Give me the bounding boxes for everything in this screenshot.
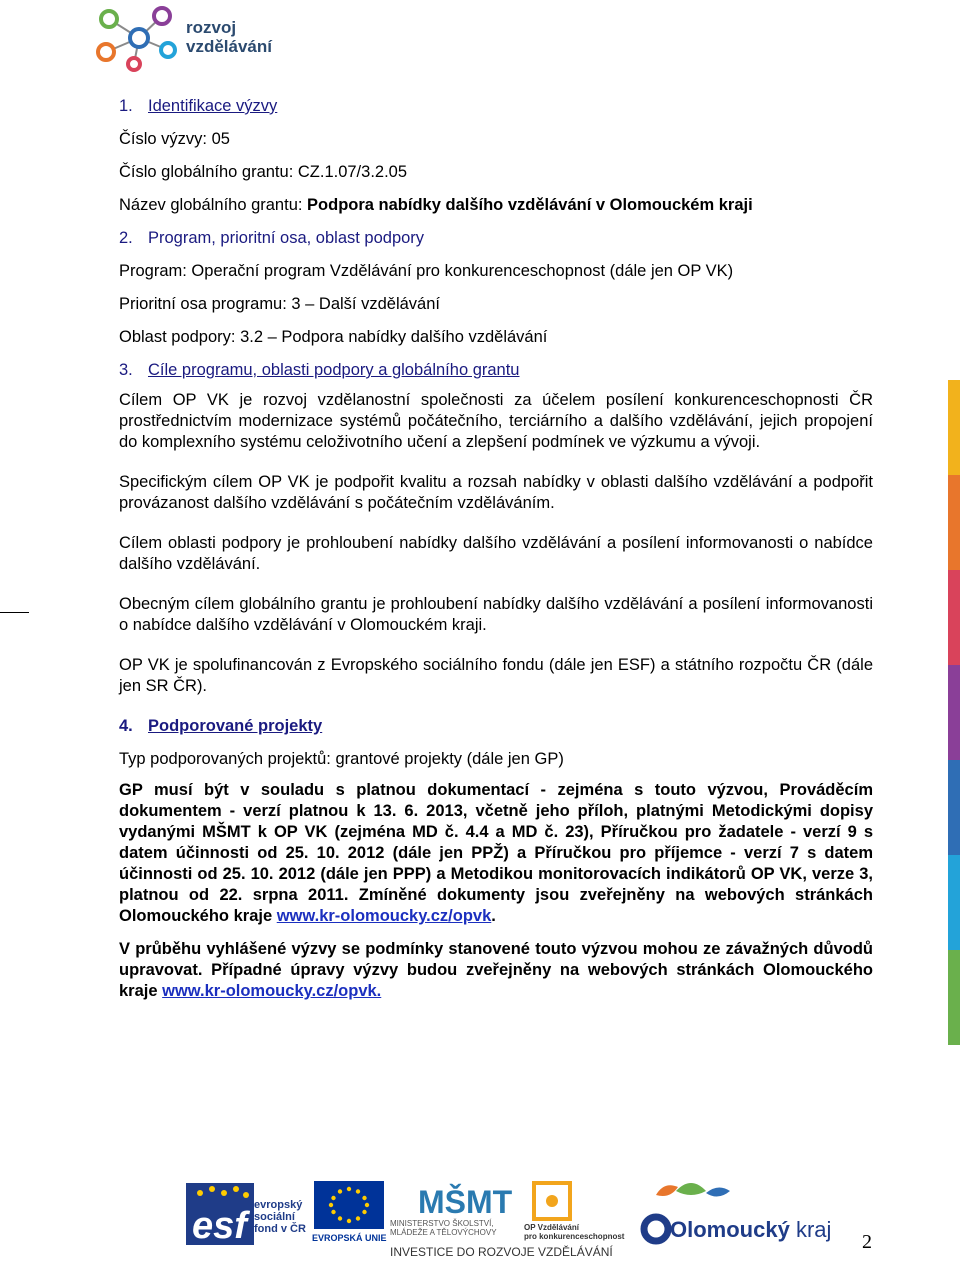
- section-title: Identifikace výzvy: [148, 97, 278, 115]
- section-number: 1.: [119, 97, 133, 115]
- opvk-text-line2: pro konkurenceschopnost: [524, 1232, 625, 1241]
- network-logo-icon: [94, 4, 184, 72]
- kr-olomoucky-link[interactable]: www.kr-olomoucky.cz/opvk.: [162, 982, 382, 1000]
- section-4-heading: [119, 716, 873, 737]
- global-grant-number-line: Číslo globálního grantu: CZ.1.07/3.2.05: [119, 163, 408, 181]
- side-bar-orange: [948, 475, 960, 570]
- esf-text-line3: fond v ČR: [254, 1223, 306, 1235]
- grant-name-value: Podpora nabídky dalšího vzdělávání v Olomouckém kraji: [307, 196, 753, 214]
- msmt-logo-icon: [418, 1184, 513, 1220]
- section-number: 3.: [119, 361, 133, 379]
- margin-mark: [0, 612, 29, 613]
- document-body: [119, 96, 873, 1002]
- side-bar-red: [948, 570, 960, 665]
- paragraph: Cílem OP VK je rozvoj vzdělanostní společnosti za účelem posílení konkurenceschopnosti ČR prostřednictvím modernizace systémů počátečního, terciárního a dalšího vzdělávání, jejich propojení do komplexního systému celoživotního učení a zlepšení podmínek ve výzkumu a vývoji.: [119, 391, 873, 451]
- section-title: Podporované projekty: [148, 717, 323, 735]
- project-type-line: Typ podporovaných projektů: grantové projekty (dále jen GP): [119, 750, 564, 768]
- svg-text:MŠMT: MŠMT: [418, 1184, 513, 1220]
- msmt-text-line1: MINISTERSTVO ŠKOLSTVÍ,: [390, 1219, 494, 1228]
- page-number: 2: [862, 1231, 872, 1253]
- opvk-logo-icon: [534, 1183, 570, 1219]
- logo-text-rozvoj: rozvoj: [186, 18, 237, 37]
- kr-olomoucky-link[interactable]: www.kr-olomoucky.cz/opvk: [276, 907, 492, 925]
- section-2-heading: [119, 228, 873, 249]
- eu-caption: EVROPSKÁ UNIE: [312, 1233, 387, 1243]
- paragraph: Cílem oblasti podpory je prohloubení nabídky dalšího vzdělávání a posílení informovanosti o nabídce dalšího vzdělávání.: [119, 534, 873, 573]
- section-3-heading: [119, 360, 873, 381]
- bold-paragraph-changes: [119, 939, 873, 1002]
- bold-paragraph-text: GP musí být v souladu s platnou dokumentací - zejména s touto výzvou, Prováděcím dokumentem - verzí platnou k 13. 6. 2013, včetně jeho příloh, platnými Metodickými dopisy vydanými MŠMT k OP VK (zejména MD č. 4.4 a MD č. 23), Příručkou pro žadatele - verzí 9 s datem účinnosti od 25. 10. 2012 (dále jen PPŽ) a Příručkou pro příjemce - verzí 7 s datem účinnosti od 25. 10. 2012 (dále jen PPP) a Metodikou monitorovacích indikátorů OP VK, verze 3, platnou od 22. srpna 2011. Zmíněné dokumenty jsou zveřejněny na webových stránkách Olomouckého kraje: [119, 781, 873, 925]
- olomoucky-kraj: kraj: [795, 1217, 832, 1242]
- section-number: 2.: [119, 229, 133, 247]
- paragraph: Obecným cílem globálního grantu je prohloubení nabídky dalšího vzdělávání a posílení informovanosti o nabídce dalšího vzdělávání v Olomouckém kraji.: [119, 595, 873, 634]
- section-number: 4.: [119, 717, 133, 735]
- section-title: Cíle programu, oblasti podpory a globálního grantu: [148, 361, 520, 379]
- side-bar-yellow: [948, 380, 960, 475]
- footer-tagline: INVESTICE DO ROZVOJE VZDĚLÁVÁNÍ: [390, 1245, 613, 1259]
- esf-text-line1: evropský: [254, 1199, 303, 1211]
- priority-axis-line: Prioritní osa programu: 3 – Další vzdělávání: [119, 295, 440, 313]
- esf-mark: esf: [192, 1205, 247, 1247]
- footer-logos: [186, 1175, 846, 1262]
- opvk-text-line1: OP Vzdělávání: [524, 1223, 579, 1232]
- esf-text-line2: sociální: [254, 1211, 295, 1223]
- global-grant-name-line: [119, 195, 873, 216]
- support-area-line: Oblast podpory: 3.2 – Podpora nabídky dalšího vzdělávání: [119, 328, 548, 346]
- side-bar-purple: [948, 665, 960, 760]
- eu-flag-icon: [314, 1181, 384, 1229]
- rozvoj-vzdelavani-logo: [94, 4, 274, 72]
- bold-paragraph-documents: [119, 780, 873, 927]
- section-1-heading: [119, 96, 873, 117]
- bold-paragraph-text: V průběhu vyhlášené výzvy se podmínky stanovené touto výzvou mohou ze závažných důvodů upravovat. Případné úpravy výzvy budou zveřejněny na webových stránkách Olomouckého kraje: [119, 940, 873, 1000]
- grant-name-label: Název globálního grantu:: [119, 196, 308, 214]
- side-bar-blue: [948, 760, 960, 855]
- paragraph: OP VK je spolufinancován z Evropského sociálního fondu (dále jen ESF) a státního rozpočtu ČR (dále jen SR ČR).: [119, 656, 873, 695]
- program-line: Program: Operační program Vzdělávání pro konkurenceschopnost (dále jen OP VK): [119, 262, 734, 280]
- side-bar-cyan: [948, 855, 960, 950]
- side-bar-green: [948, 950, 960, 1045]
- section-title: Program, prioritní osa, oblast podpory: [148, 229, 425, 247]
- msmt-text-line2: MLÁDEŽE A TĚLOVÝCHOVY: [390, 1228, 497, 1237]
- logo-text-vzdelavani: vzdělávání: [186, 37, 272, 56]
- paragraph: Specifickým cílem OP VK je podpořit kvalitu a rozsah nabídky v oblasti dalšího vzdělávání a podpořit provázanost dalšího vzdělávání s počátečním vzděláváním.: [119, 473, 873, 512]
- call-number-line: Číslo výzvy: 05: [119, 130, 230, 148]
- olomoucky-name: Olomoucký: [670, 1217, 790, 1242]
- bold-paragraph-end: .: [491, 907, 496, 925]
